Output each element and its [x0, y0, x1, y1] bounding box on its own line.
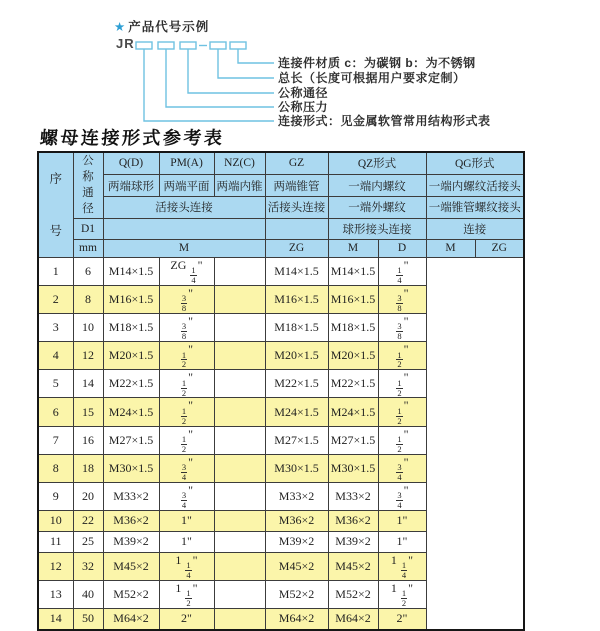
cell-seq: 2: [38, 286, 73, 314]
cell-dn: 8: [73, 286, 103, 314]
leader-line: [144, 49, 274, 121]
header-m-unit: M: [103, 239, 265, 257]
cell-qz-d: M22×1.5: [265, 370, 328, 398]
cell-qg-m: M20×1.5: [328, 342, 378, 370]
cell-qz-m: [214, 314, 265, 342]
cell-gz-zg: 1 $\frac{1}{4}$ ": [159, 552, 214, 580]
cell-m: M18×1.5: [103, 314, 159, 342]
cell-qg-m: M30×1.5: [328, 454, 378, 482]
cell-seq: 14: [38, 609, 73, 630]
cell-gz-zg: $\frac{3}{8}$ ": [159, 286, 214, 314]
cell-qg-zg: $\frac{1}{2}$ ": [378, 398, 426, 426]
cell-seq: 6: [38, 398, 73, 426]
cell-qz-m: [214, 286, 265, 314]
cell-dn: 40: [73, 580, 103, 608]
cell-m: M45×2: [103, 552, 159, 580]
code-box: [230, 42, 246, 49]
product-code-diagram: [0, 0, 600, 130]
cell-qz-m: [214, 370, 265, 398]
leader-line: [238, 49, 274, 63]
cell-dn: 22: [73, 510, 103, 531]
cell-qg-m: M18×1.5: [328, 314, 378, 342]
cell-m: M36×2: [103, 510, 159, 531]
cell-gz-zg: ZG $\frac{1}{4}$ ": [159, 258, 214, 286]
cell-seq: 4: [38, 342, 73, 370]
table-row: [38, 510, 524, 531]
diagram-label-diameter: 公称通径: [278, 86, 329, 100]
header-desc-pm: 两端平面: [159, 174, 214, 196]
cell-qg-m: M27×1.5: [328, 426, 378, 454]
cell-m: M33×2: [103, 482, 159, 510]
header-code-qz: QZ形式: [328, 152, 426, 174]
diagram-label-connection: 连接形式：见金属软管常用结构形式表: [278, 114, 491, 128]
cell-gz-zg: $\frac{3}{4}$ ": [159, 482, 214, 510]
cell-qz-d: M64×2: [265, 609, 328, 630]
star-icon: ★: [114, 20, 127, 34]
header-desc-gz: 两端锥管: [265, 174, 328, 196]
table-row: [38, 531, 524, 552]
header-blank-union: [103, 218, 265, 239]
header-blank-gz: [265, 218, 328, 239]
cell-seq: 11: [38, 531, 73, 552]
cell-qz-d: M33×2: [265, 482, 328, 510]
table-row: [38, 342, 524, 370]
cell-qg-zg: $\frac{3}{8}$ ": [378, 314, 426, 342]
cell-qg-m: M52×2: [328, 580, 378, 608]
table-header: [38, 152, 524, 258]
cell-qz-d: M36×2: [265, 510, 328, 531]
table-row: [38, 398, 524, 426]
cell-qz-m: [214, 342, 265, 370]
table-row: [38, 314, 524, 342]
cell-m: M20×1.5: [103, 342, 159, 370]
header-desc-nz: 两端内锥: [214, 174, 265, 196]
cell-qg-zg: 1 $\frac{1}{4}$ ": [378, 552, 426, 580]
cell-dn: 50: [73, 609, 103, 630]
cell-dn: 15: [73, 398, 103, 426]
cell-qz-m: [214, 609, 265, 630]
header-desc-qz: 一端内螺纹: [328, 174, 426, 196]
table-row: [38, 609, 524, 630]
cell-m: M14×1.5: [103, 258, 159, 286]
table-row: [38, 482, 524, 510]
cell-qg-zg: $\frac{3}{4}$ ": [378, 454, 426, 482]
table-row: [38, 454, 524, 482]
cell-qg-m: M64×2: [328, 609, 378, 630]
cell-seq: 9: [38, 482, 73, 510]
leader-line: [188, 49, 274, 93]
product-code-prefix: JR: [116, 36, 135, 51]
diagram-heading: [114, 17, 209, 35]
cell-qz-m: [214, 258, 265, 286]
header-qg-zg: ZG: [475, 239, 524, 257]
cell-qz-d: M27×1.5: [265, 426, 328, 454]
table-row: [38, 286, 524, 314]
cell-seq: 10: [38, 510, 73, 531]
cell-qg-zg: 1": [378, 531, 426, 552]
header-qz-d: D: [378, 239, 426, 257]
cell-qg-zg: $\frac{1}{2}$ ": [378, 426, 426, 454]
cell-seq: 3: [38, 314, 73, 342]
code-box: [210, 42, 226, 49]
table-row: [38, 580, 524, 608]
cell-m: M39×2: [103, 531, 159, 552]
cell-m: M52×2: [103, 580, 159, 608]
cell-qg-zg: 1": [378, 510, 426, 531]
cell-qg-m: M24×1.5: [328, 398, 378, 426]
cell-qg-zg: 2": [378, 609, 426, 630]
cell-m: M16×1.5: [103, 286, 159, 314]
cell-qz-d: M16×1.5: [265, 286, 328, 314]
cell-qg-zg: $\frac{1}{2}$ ": [378, 342, 426, 370]
cell-dn: 6: [73, 258, 103, 286]
cell-gz-zg: 2": [159, 609, 214, 630]
cell-gz-zg: $\frac{1}{2}$ ": [159, 426, 214, 454]
cell-qz-d: M18×1.5: [265, 314, 328, 342]
cell-dn: 25: [73, 531, 103, 552]
cell-qz-d: M14×1.5: [265, 258, 328, 286]
cell-qg-m: M22×1.5: [328, 370, 378, 398]
cell-seq: 7: [38, 426, 73, 454]
cell-gz-zg: 1": [159, 510, 214, 531]
cell-seq: 1: [38, 258, 73, 286]
table-row: [38, 426, 524, 454]
diagram-title: 产品代号示例: [128, 20, 210, 34]
cell-dn: 32: [73, 552, 103, 580]
cell-gz-zg: 1": [159, 531, 214, 552]
cell-gz-zg: 1 $\frac{1}{2}$ ": [159, 580, 214, 608]
cell-seq: 5: [38, 370, 73, 398]
cell-qz-m: [214, 426, 265, 454]
cell-qz-d: M45×2: [265, 552, 328, 580]
cell-m: M27×1.5: [103, 426, 159, 454]
header-code-pm: PM(A): [159, 152, 214, 174]
cell-qz-m: [214, 454, 265, 482]
cell-qz-m: [214, 510, 265, 531]
header-qg-m: M: [426, 239, 475, 257]
code-box: [158, 42, 174, 49]
header-gz-conn: 活接头连接: [265, 197, 328, 218]
table-row: [38, 370, 524, 398]
cell-m: M24×1.5: [103, 398, 159, 426]
header-code-qg: QG形式: [426, 152, 524, 174]
code-box: [180, 42, 196, 49]
header-qz-m: M: [328, 239, 378, 257]
cell-qg-m: M16×1.5: [328, 286, 378, 314]
cell-qz-m: [214, 552, 265, 580]
table-body: [38, 258, 524, 630]
cell-qg-m: M36×2: [328, 510, 378, 531]
cell-qz-d: M20×1.5: [265, 342, 328, 370]
header-dn: 公称通径: [73, 152, 103, 218]
cell-seq: 13: [38, 580, 73, 608]
cell-qg-zg: $\frac{1}{4}$ ": [378, 258, 426, 286]
code-box: [136, 42, 152, 49]
cell-qg-m: M33×2: [328, 482, 378, 510]
cell-m: M30×1.5: [103, 454, 159, 482]
cell-gz-zg: $\frac{3}{4}$ ": [159, 454, 214, 482]
cell-gz-zg: $\frac{1}{2}$ ": [159, 370, 214, 398]
cell-dn: 12: [73, 342, 103, 370]
cell-qg-zg: $\frac{3}{8}$ ": [378, 286, 426, 314]
cell-gz-zg: $\frac{1}{2}$ ": [159, 342, 214, 370]
cell-qg-zg: $\frac{1}{2}$ ": [378, 370, 426, 398]
cell-dn: 20: [73, 482, 103, 510]
header-d1: D1: [73, 218, 103, 239]
cell-dn: 18: [73, 454, 103, 482]
cell-qz-d: M52×2: [265, 580, 328, 608]
diagram-label-pressure: 公称压力: [278, 100, 329, 114]
header-desc-q: 两端球形: [103, 174, 159, 196]
diagram-label-material: 连接件材质 c：为碳钢 b：为不锈钢: [278, 56, 476, 70]
diagram-label-length: 总长（长度可根据用户要求定制）: [278, 71, 466, 85]
cell-seq: 8: [38, 454, 73, 482]
cell-qz-d: M24×1.5: [265, 398, 328, 426]
header-desc-qg: 一端内螺纹活接头: [426, 174, 524, 196]
header-qz-r3: 一端外螺纹: [328, 197, 426, 218]
cell-qz-m: [214, 398, 265, 426]
header-seq: 序号: [38, 152, 73, 258]
header-qg-r3: 一端锥管螺纹接头: [426, 197, 524, 218]
cell-gz-zg: $\frac{1}{2}$ ": [159, 398, 214, 426]
cell-qg-zg: 1 $\frac{1}{2}$ ": [378, 580, 426, 608]
table-row: [38, 552, 524, 580]
cell-qz-d: M39×2: [265, 531, 328, 552]
header-code-nz: NZ(C): [214, 152, 265, 174]
header-qz-r4: 球形接头连接: [328, 218, 426, 239]
cell-m: M22×1.5: [103, 370, 159, 398]
header-qg-r4: 连接: [426, 218, 524, 239]
header-code-q: Q(D): [103, 152, 159, 174]
header-union-conn: 活接头连接: [103, 197, 265, 218]
cell-qz-m: [214, 531, 265, 552]
header-code-gz: GZ: [265, 152, 328, 174]
cell-m: M64×2: [103, 609, 159, 630]
cell-qg-m: M39×2: [328, 531, 378, 552]
cell-dn: 16: [73, 426, 103, 454]
cell-qz-m: [214, 580, 265, 608]
cell-qg-m: M14×1.5: [328, 258, 378, 286]
cell-qg-zg: $\frac{3}{4}$ ": [378, 482, 426, 510]
cell-qg-m: M45×2: [328, 552, 378, 580]
table-row: [38, 258, 524, 286]
nut-connection-reference-table: [37, 151, 525, 631]
cell-gz-zg: $\frac{3}{8}$ ": [159, 314, 214, 342]
header-gz-unit: ZG: [265, 239, 328, 257]
cell-seq: 12: [38, 552, 73, 580]
page-title: 螺母连接形式参考表: [39, 128, 226, 149]
header-mm: mm: [73, 239, 103, 257]
cell-qz-m: [214, 482, 265, 510]
cell-dn: 14: [73, 370, 103, 398]
cell-qz-d: M30×1.5: [265, 454, 328, 482]
cell-dn: 10: [73, 314, 103, 342]
